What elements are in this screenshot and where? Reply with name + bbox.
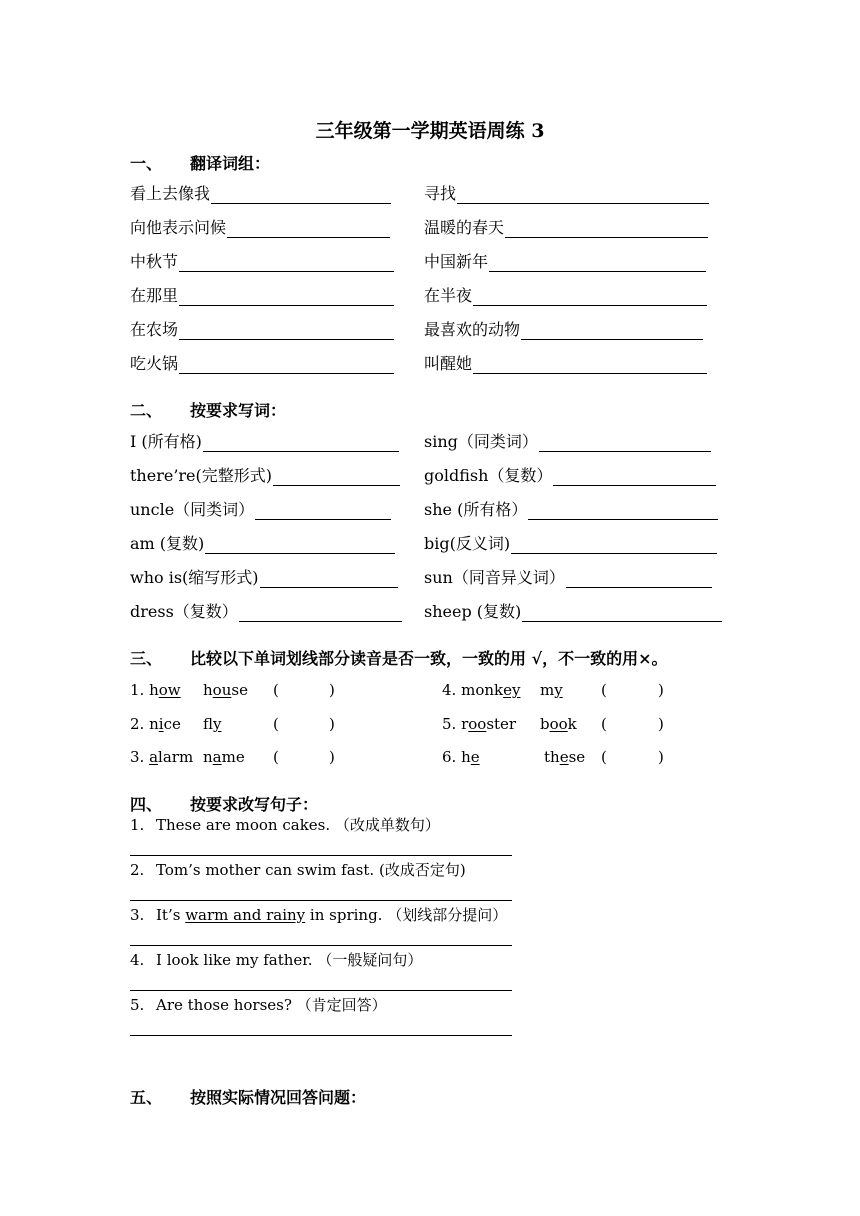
- prompt-text: dress（复数）: [130, 602, 238, 621]
- word-row-6-right: [424, 600, 722, 622]
- answer-bracket-open[interactable]: (: [273, 715, 279, 733]
- prompt-text: 向他表示问候: [130, 218, 227, 237]
- phonics-word-2: my: [540, 681, 563, 699]
- rewrite-item-4: 4. I look like my father. （一般疑问句）: [130, 951, 423, 969]
- section-number: 二、: [130, 401, 163, 420]
- section-title: 按要求改写句子：: [190, 795, 319, 814]
- word-row-6-left: [130, 600, 402, 622]
- answer-blank[interactable]: [457, 187, 709, 204]
- phonics-word-2: fly: [203, 715, 222, 733]
- prompt-text: 中国新年: [424, 252, 489, 271]
- prompt-text: I (所有格): [130, 432, 202, 451]
- word-row-4-right: [424, 532, 717, 554]
- answer-blank[interactable]: [528, 503, 718, 520]
- answer-blank[interactable]: [203, 435, 399, 452]
- answer-line[interactable]: [130, 945, 512, 946]
- answer-blank[interactable]: [522, 605, 722, 622]
- answer-line[interactable]: [130, 900, 512, 901]
- section-title: 按照实际情况回答问题：: [190, 1088, 367, 1107]
- answer-blank[interactable]: [473, 289, 707, 306]
- answer-blank[interactable]: [211, 187, 391, 204]
- answer-line[interactable]: [130, 1035, 512, 1036]
- answer-blank[interactable]: [179, 357, 394, 374]
- prompt-text: am (复数): [130, 534, 205, 553]
- answer-blank[interactable]: [539, 435, 711, 452]
- section-title: 比较以下单词划线部分读音是否一致，一致的用 √，不一致的用×。: [190, 649, 668, 668]
- word-row-3-left: [130, 498, 391, 520]
- translate-row-6-left: [130, 352, 394, 374]
- answer-blank[interactable]: [239, 605, 402, 622]
- rewrite-item-5: 5. Are those horses? （肯定回答）: [130, 996, 387, 1014]
- rewrite-item-2: 2. Tom’s mother can swim fast. (改成否定句): [130, 861, 466, 879]
- prompt-text: 在农场: [130, 320, 179, 339]
- phonics-word-2: name: [203, 748, 245, 766]
- word-row-3-right: [424, 498, 718, 520]
- section-number: 一、: [130, 154, 163, 173]
- prompt-text: 叫醒她: [424, 354, 473, 373]
- answer-blank[interactable]: [260, 571, 398, 588]
- translate-row-2-right: [424, 216, 708, 238]
- word-row-1-left: [130, 430, 399, 452]
- answer-blank[interactable]: [566, 571, 712, 588]
- prompt-text: sheep (复数): [424, 602, 522, 621]
- answer-bracket-open[interactable]: (: [273, 681, 279, 699]
- answer-blank[interactable]: [227, 221, 390, 238]
- answer-bracket-close: ): [329, 748, 335, 766]
- answer-bracket-close: ): [329, 715, 335, 733]
- phonics-item-3: 3. alarm: [130, 748, 194, 766]
- answer-blank[interactable]: [273, 469, 400, 486]
- translate-row-5-left: [130, 318, 394, 340]
- translate-row-6-right: [424, 352, 707, 374]
- prompt-text: 中秋节: [130, 252, 179, 271]
- prompt-text: 温暖的春天: [424, 218, 505, 237]
- prompt-text: big(反义词): [424, 534, 511, 553]
- rewrite-item-3: 3. It’s warm and rainy in spring. （划线部分提问）: [130, 906, 508, 924]
- rewrite-item-1: 1. These are moon cakes. （改成单数句）: [130, 816, 440, 834]
- answer-blank[interactable]: [489, 255, 706, 272]
- phonics-item-6: 6. he: [442, 748, 480, 766]
- section-number: 三、: [130, 649, 163, 668]
- phonics-item-5: 5. rooster: [442, 715, 517, 733]
- translate-row-3-left: [130, 250, 394, 272]
- answer-blank[interactable]: [553, 469, 716, 486]
- phonics-item-2: 2. nice: [130, 715, 181, 733]
- prompt-text: 吃火锅: [130, 354, 179, 373]
- prompt-text: 最喜欢的动物: [424, 320, 521, 339]
- prompt-text: who is(缩写形式): [130, 568, 259, 587]
- answer-bracket-close: ): [329, 681, 335, 699]
- prompt-text: 寻找: [424, 184, 457, 203]
- translate-row-2-left: [130, 216, 390, 238]
- answer-blank[interactable]: [505, 221, 708, 238]
- section-3-heading: [130, 646, 668, 669]
- section-number: 四、: [130, 795, 163, 814]
- word-row-1-right: [424, 430, 711, 452]
- prompt-text: 在那里: [130, 286, 179, 305]
- answer-line[interactable]: [130, 990, 512, 991]
- answer-bracket-open[interactable]: (: [601, 681, 607, 699]
- answer-bracket-close: ): [658, 681, 664, 699]
- answer-bracket-close: ): [658, 715, 664, 733]
- answer-blank[interactable]: [521, 323, 703, 340]
- phonics-item-1: 1. how: [130, 681, 181, 699]
- prompt-text: 看上去像我: [130, 184, 211, 203]
- section-title: 按要求写词：: [190, 401, 287, 420]
- word-row-2-left: [130, 464, 400, 486]
- answer-line[interactable]: [130, 855, 512, 856]
- prompt-text: there’re(完整形式): [130, 466, 273, 485]
- translate-row-1-right: [424, 182, 709, 204]
- translate-row-3-right: [424, 250, 706, 272]
- translate-row-4-left: [130, 284, 394, 306]
- phonics-word-2: book: [540, 715, 577, 733]
- answer-blank[interactable]: [179, 323, 394, 340]
- section-number: 五、: [130, 1088, 163, 1107]
- section-title: 翻译词组：: [190, 154, 271, 173]
- prompt-text: sing（同类词）: [424, 432, 538, 451]
- prompt-text: goldfish（复数）: [424, 466, 553, 485]
- section-1-heading: [130, 151, 270, 174]
- translate-row-4-right: [424, 284, 707, 306]
- page-title: 三年级第一学期英语周练 3: [315, 120, 545, 142]
- prompt-text: she (所有格）: [424, 500, 528, 519]
- answer-blank[interactable]: [511, 537, 717, 554]
- answer-bracket-open[interactable]: (: [601, 715, 607, 733]
- prompt-text: uncle（同类词）: [130, 500, 255, 519]
- answer-blank[interactable]: [179, 255, 394, 272]
- answer-blank[interactable]: [473, 357, 707, 374]
- word-row-5-left: [130, 566, 398, 588]
- translate-row-1-left: [130, 182, 391, 204]
- answer-blank[interactable]: [179, 289, 394, 306]
- phonics-word-2: house: [203, 681, 248, 699]
- phonics-word-2: these: [544, 748, 586, 766]
- prompt-text: sun（同音异义词）: [424, 568, 565, 587]
- prompt-text: 在半夜: [424, 286, 473, 305]
- answer-bracket-open[interactable]: (: [601, 748, 607, 766]
- section-5-heading: [130, 1085, 366, 1108]
- section-4-heading: [130, 792, 318, 815]
- answer-blank[interactable]: [205, 537, 395, 554]
- word-row-5-right: [424, 566, 712, 588]
- answer-blank[interactable]: [255, 503, 391, 520]
- section-2-heading: [130, 398, 286, 421]
- translate-row-5-right: [424, 318, 703, 340]
- answer-bracket-open[interactable]: (: [273, 748, 279, 766]
- word-row-4-left: [130, 532, 395, 554]
- word-row-2-right: [424, 464, 716, 486]
- phonics-item-4: 4. monkey: [442, 681, 521, 699]
- answer-bracket-close: ): [658, 748, 664, 766]
